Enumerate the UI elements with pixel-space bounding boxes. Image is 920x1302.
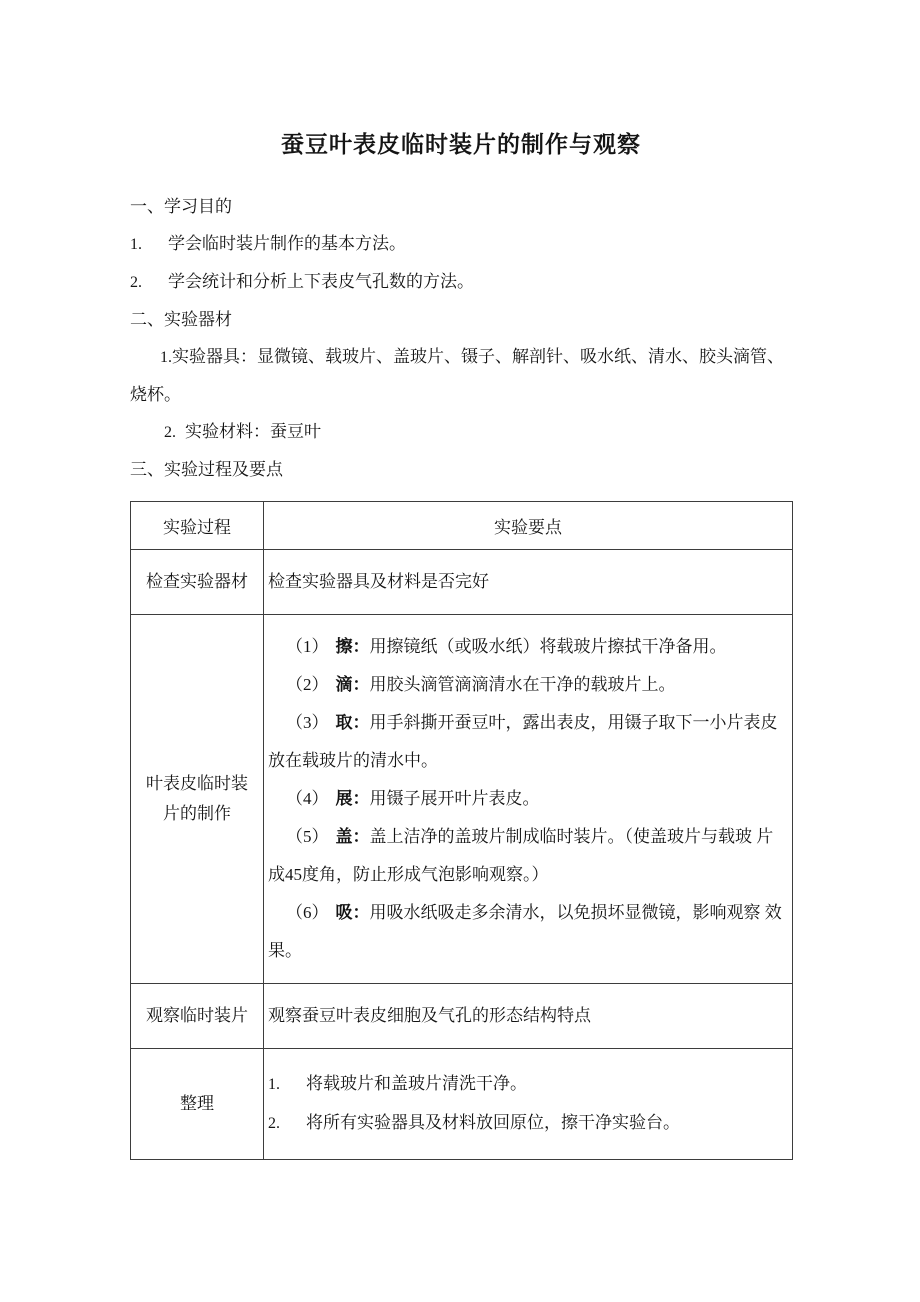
step-text: 用镊子展开叶片表皮。	[369, 789, 540, 808]
step-text: 用擦镜纸（或吸水纸）将载玻片擦拭干净备用。	[369, 637, 727, 656]
step-5	[268, 818, 784, 894]
list-text: 将载玻片和盖玻片清洗干净。	[306, 1074, 527, 1093]
step-3	[268, 704, 784, 780]
list-text: 将所有实验器具及材料放回原位，擦干净实验台。	[306, 1113, 680, 1132]
step-keyword: 滴：	[335, 675, 370, 694]
experiment-table	[130, 501, 793, 1160]
list-number: 2.	[130, 274, 142, 291]
step-keyword: 擦：	[335, 637, 370, 656]
step-text: 用吸水纸吸走多余清水，以免损坏显微镜，影响观察 效果。	[268, 903, 782, 960]
step-number: （5）	[286, 827, 329, 846]
step-2	[268, 666, 784, 704]
page-title: 蚕豆叶表皮临时装片的制作与观察	[281, 132, 641, 157]
step-number: （3）	[286, 713, 329, 732]
list-text: 实验器具：显微镜、载玻片、盖玻片、镊子、解剖针、吸水纸、清水、胶头滴管、烧杯。	[130, 347, 784, 404]
cell-process-tidy: 整理	[131, 1049, 264, 1160]
table-row-make	[131, 615, 793, 984]
goal-item-1	[130, 225, 792, 263]
table-row-observe	[131, 984, 793, 1049]
list-number: 2.	[164, 424, 176, 441]
cell-tidy-items	[264, 1049, 793, 1160]
step-4	[268, 780, 784, 818]
step-text: 用手斜撕开蚕豆叶，露出表皮，用镊子取下一小片表皮放在载玻片的清水中。	[268, 713, 778, 770]
step-keyword: 吸：	[335, 903, 370, 922]
step-keyword: 展：	[335, 789, 370, 808]
step-keyword: 盖：	[335, 827, 370, 846]
step-number: （6）	[286, 903, 329, 922]
list-text: 学会临时装片制作的基本方法。	[168, 234, 406, 253]
step-number: （4）	[286, 789, 329, 808]
list-number: 2.	[268, 1115, 280, 1132]
section-2-heading: 二、实验器材	[130, 310, 232, 329]
list-number: 1.	[130, 236, 142, 253]
tidy-item-2	[268, 1104, 784, 1143]
step-number: （2）	[286, 675, 329, 694]
cell-steps	[264, 615, 793, 984]
table-header-row	[131, 502, 793, 550]
cell-point-observe: 观察蚕豆叶表皮细胞及气孔的形态结构特点	[264, 984, 793, 1049]
goal-item-2	[130, 263, 792, 301]
table-row-tidy	[131, 1049, 793, 1160]
step-1	[268, 628, 784, 666]
list-number: 1.	[160, 349, 172, 366]
table-row-check	[131, 550, 793, 615]
cell-process-check: 检查实验器材	[131, 550, 264, 615]
equipment-item-2	[130, 413, 792, 451]
cell-process-make: 叶表皮临时装片的制作	[131, 615, 264, 984]
step-keyword: 取：	[335, 713, 370, 732]
cell-point-check: 检查实验器具及材料是否完好	[264, 550, 793, 615]
tidy-item-1	[268, 1065, 784, 1104]
header-process: 实验过程	[131, 502, 264, 550]
step-text: 盖上洁净的盖玻片制成临时装片。（使盖玻片与载玻 片成45度角，防止形成气泡影响观察。）	[268, 827, 774, 884]
equipment-item-1	[130, 338, 792, 413]
header-points: 实验要点	[264, 502, 793, 550]
cell-process-observe: 观察临时装片	[131, 984, 264, 1049]
list-number: 1.	[268, 1076, 280, 1093]
section-3-heading: 三、实验过程及要点	[130, 460, 283, 479]
list-text: 实验材料：蚕豆叶	[185, 422, 321, 441]
list-text: 学会统计和分析上下表皮气孔数的方法。	[168, 272, 474, 291]
step-text: 用胶头滴管滴滴清水在干净的载玻片上。	[369, 675, 676, 694]
step-6	[268, 894, 784, 970]
step-number: （1）	[286, 637, 329, 656]
section-1-heading: 一、学习目的	[130, 197, 232, 216]
